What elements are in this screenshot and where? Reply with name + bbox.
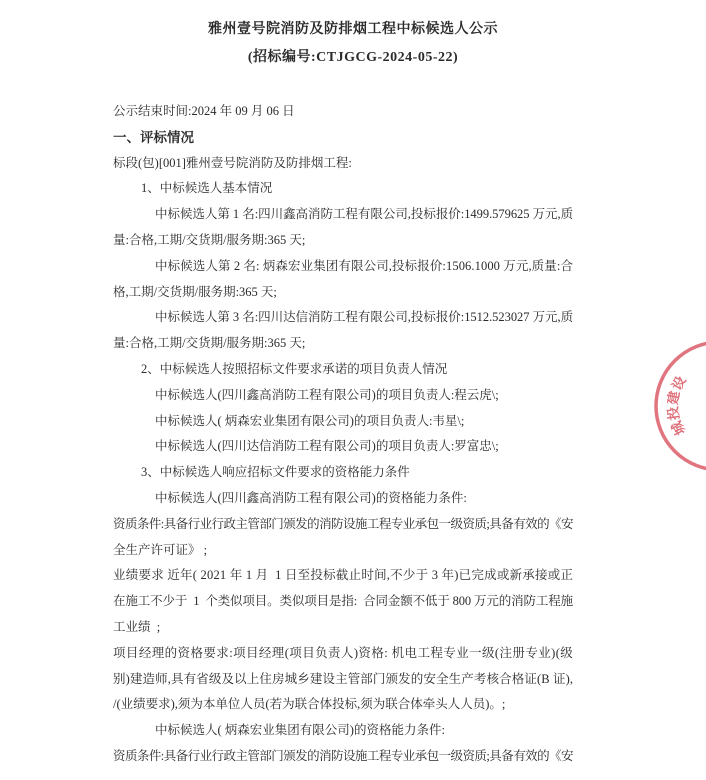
document-line [113,409,573,435]
document-line-text: 格,工期/交货期/服务期:365 天; [113,284,277,299]
document-line [113,434,573,460]
document-line-text: 中标候选人( 炳森宏业集团有限公司)的资格能力条件: [155,723,445,738]
seal-character: 设 [669,373,689,393]
document-line-text: 量:合格,工期/交货期/服务期:365 天; [113,336,306,351]
document-line-text: 3、中标候选人响应招标文件要求的资格能力条件 [141,465,410,480]
document-line [113,512,573,538]
seal-ring-icon [656,342,706,470]
document-line-text: 中标候选人( 炳森宏业集团有限公司)的项目负责人:韦星\; [155,413,465,428]
document-line [113,460,573,486]
seal-character: 建 [665,389,683,406]
document-line-text: 量:合格,工期/交货期/服务期:365 天; [113,232,306,247]
document-line-text: 全生产许可证》 ; [113,542,208,557]
document-line-text: 工业绩 ; [113,619,161,634]
document-line-text: 中标候选人(四川鑫高消防工程有限公司)的项目负责人:程云虎\; [155,387,499,402]
document-line-text: 1、中标候选人基本情况 [141,181,273,196]
document-line [113,176,573,202]
document-line [113,667,573,693]
document-line-text: 中标候选人(四川达信消防工程有限公司)的项目负责人:罗富忠\; [155,439,499,454]
document-line [113,331,573,357]
document-line [113,383,573,409]
document-line [113,589,573,615]
document-line [113,125,573,151]
document-line [113,718,573,744]
document-line-text: /(业绩要求),须为本单位人员(若为联合体投标,须为联合体牵头人人员)。; [113,697,506,712]
page-title: 雅州壹号院消防及防排烟工程中标候选人公示 [208,22,498,37]
document-line-text: 中标候选人(四川鑫高消防工程有限公司)的资格能力条件: [155,490,467,505]
document-line-text: 业绩要求 近年( 2021 年 1 月 1 日至投标截止时间,不少于 3 年)已完成或新承接或正 [113,568,574,583]
document-line [113,357,573,383]
seal-character: 投 [665,405,683,422]
document-line-text: 公示结束时间:2024 年 09 月 06 日 [113,104,295,118]
document-line [113,228,573,254]
document-line-text: 中标候选人第 1 名:四川鑫高消防工程有限公司,投标报价:1499.579625 万元,质 [155,207,574,222]
document-line [113,486,573,512]
document-line [113,305,573,331]
document-line [113,202,573,228]
document-line-text: 中标候选人第 3 名:四川达信消防工程有限公司,投标报价:1512.523027 万元,质 [155,310,574,325]
document-line [113,538,573,564]
document-line [113,280,573,306]
document-body [113,99,573,770]
tender-number-subtitle: (招标编号:CTJGCG-2024-05-22) [247,50,459,65]
document-line [113,744,573,770]
document-line [113,692,573,718]
document-line-text: 别)建造师,具有省级及以上住房城乡建设主管部门颁发的安全生产考核合格证(B 证), [113,671,574,686]
document-line-text: 中标候选人第 2 名: 炳森宏业集团有限公司,投标报价:1506.1000 万元,质量:合 [155,258,574,273]
seal-text [664,373,689,438]
document-line-text: 在施工不少于 1 个类似项目。类似项目是指: 合同金额不低于 800 万元的消防工程施 [113,594,573,609]
document-line [113,615,573,641]
document-line-text: 标段(包)[001]雅州壹号院消防及防排烟工程: [113,155,352,170]
document-line [113,254,573,280]
seal-character: 城 [668,418,689,438]
document-line [113,99,573,125]
document-line [113,641,573,667]
document-line-text: 资质条件:具备行业行政主管部门颁发的消防设施工程专业承包一级资质;具备有效的《安 [113,516,573,531]
document-line-text: 资质条件:具备行业行政主管部门颁发的消防设施工程专业承包一级资质;具备有效的《安 [113,748,573,763]
document-line-text: 2、中标候选人按照招标文件要求承诺的项目负责人情况 [141,361,448,376]
document-line [113,563,573,589]
document-line [113,151,573,177]
document-line-text: 项目经理的资格要求:项目经理(项目负责人)资格: 机电工程专业一级(注册专业)(级 [113,645,574,660]
document-line-text: 一、评标情况 [113,129,194,145]
